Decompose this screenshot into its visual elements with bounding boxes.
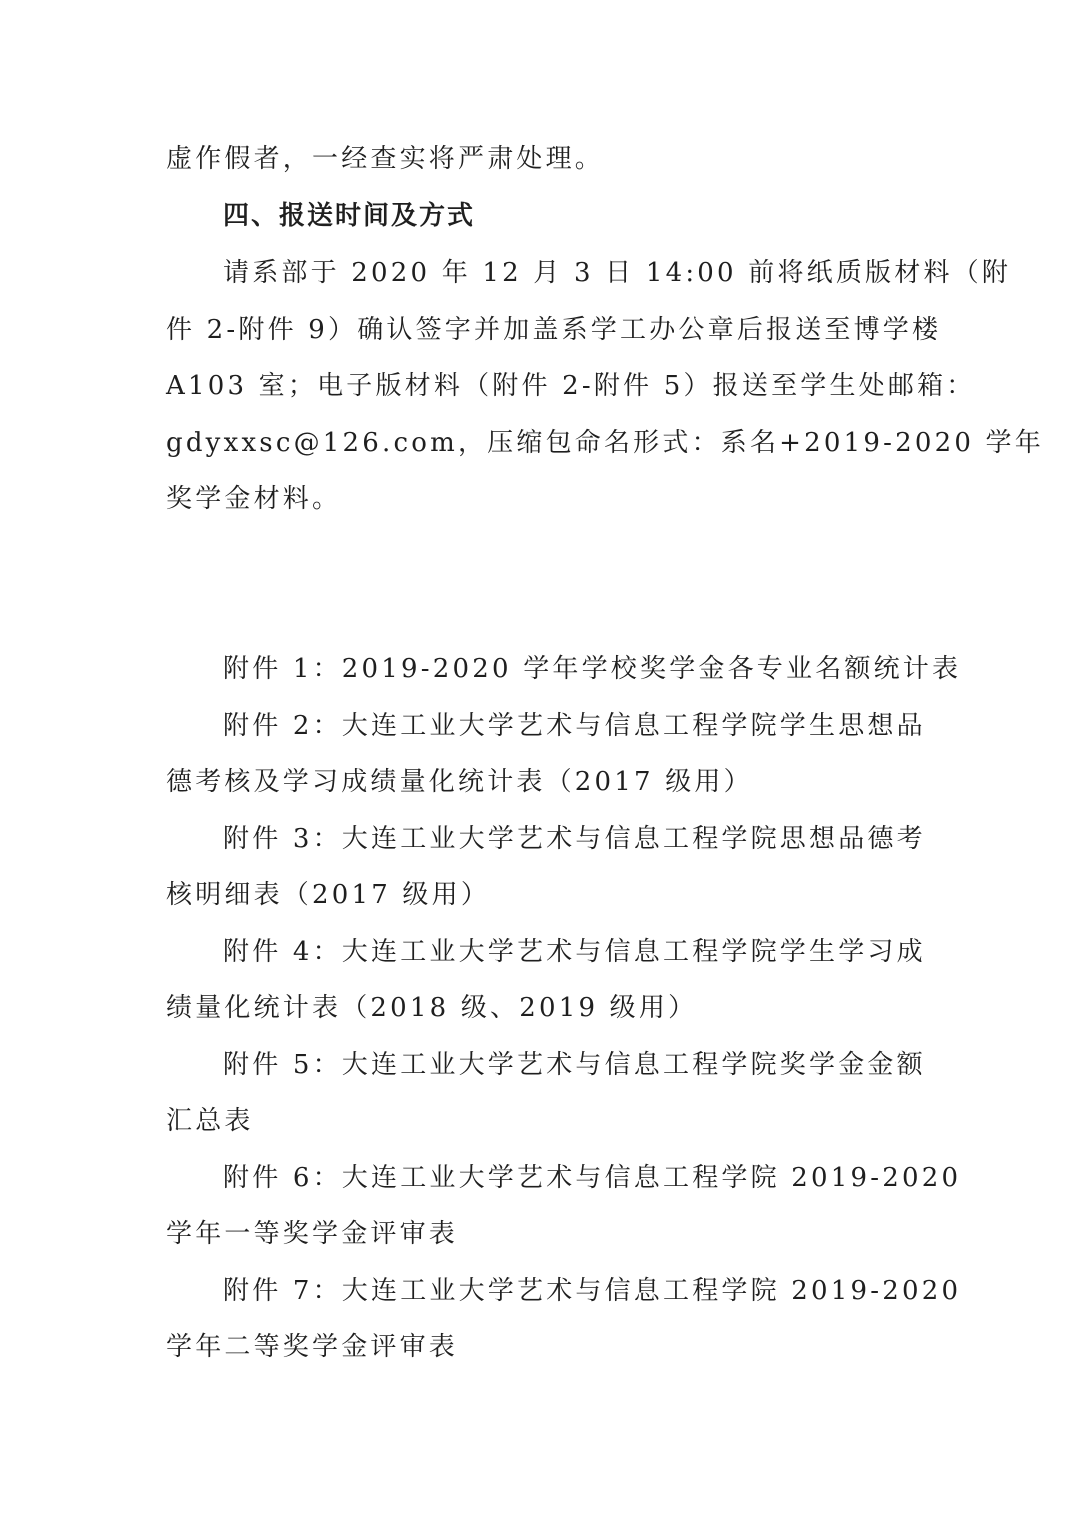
attachment-4-line: 绩量化统计表（2018 级、2019 级用） [166, 993, 698, 1023]
attachment-1-line: 附件 1：2019-2020 学年学校奖学金各专业名额统计表 [223, 654, 962, 684]
attachment-5-line: 附件 5：大连工业大学艺术与信息工程学院奖学金金额 [223, 1050, 926, 1080]
section4-heading: 四、报送时间及方式 [223, 201, 476, 231]
attachment-6-line: 学年一等奖学金评审表 [166, 1219, 459, 1249]
attachment-5-line: 汇总表 [166, 1106, 254, 1136]
attachment-7-line: 附件 7：大连工业大学艺术与信息工程学院 2019-2020 [223, 1276, 962, 1306]
section4-paragraph-line: 件 2-附件 9）确认签字并加盖系学工办公章后报送至博学楼 [166, 315, 942, 345]
section4-paragraph-line: A103 室；电子版材料（附件 2-附件 5）报送至学生处邮箱： [166, 371, 976, 401]
attachment-3-line: 核明细表（2017 级用） [166, 880, 491, 910]
section3-closing-line: 虚作假者，一经查实将严肃处理。 [166, 144, 605, 174]
attachment-6-line: 附件 6：大连工业大学艺术与信息工程学院 2019-2020 [223, 1163, 962, 1193]
attachment-3-line: 附件 3：大连工业大学艺术与信息工程学院思想品德考 [223, 824, 926, 854]
attachment-4-line: 附件 4：大连工业大学艺术与信息工程学院学生学习成 [223, 937, 926, 967]
attachment-7-line: 学年二等奖学金评审表 [166, 1332, 459, 1362]
attachment-2-line: 附件 2：大连工业大学艺术与信息工程学院学生思想品 [223, 711, 926, 741]
section4-paragraph-line: 奖学金材料。 [166, 484, 342, 514]
attachment-2-line: 德考核及学习成绩量化统计表（2017 级用） [166, 767, 753, 797]
section4-paragraph-line: gdyxxsc@126.com，压缩包命名形式：系名+2019-2020 学年 [166, 428, 1044, 458]
section4-paragraph-line: 请系部于 2020 年 12 月 3 日 14:00 前将纸质版材料（附 [223, 258, 1012, 288]
